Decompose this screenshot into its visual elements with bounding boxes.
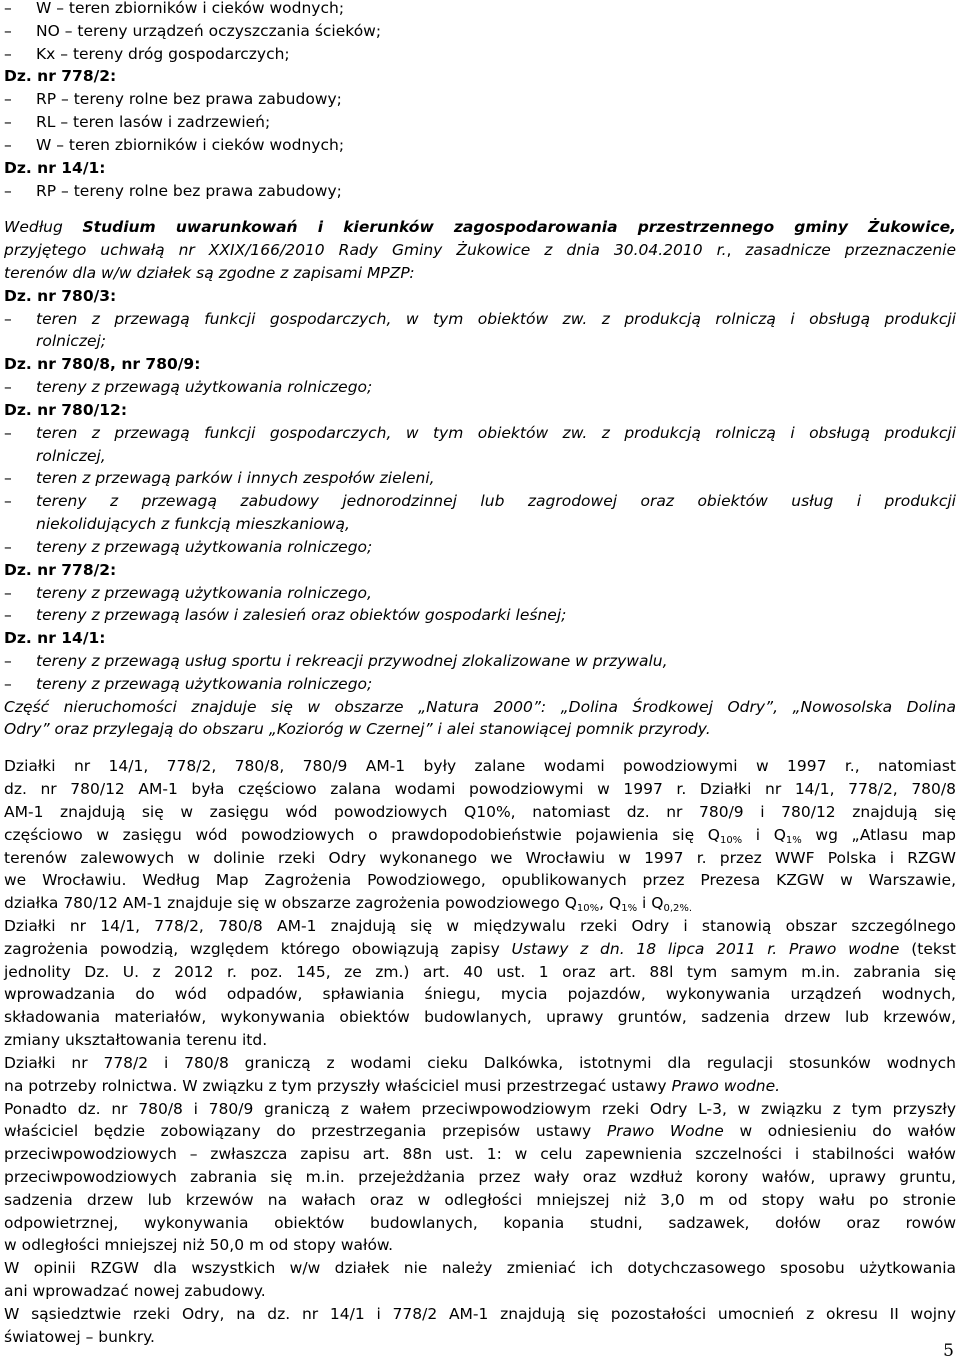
text-span: właściciel będzie zobowiązany do przestrzegania przepisów ustawy bbox=[4, 1122, 607, 1141]
dash-bullet-icon: – bbox=[4, 113, 12, 132]
bullet-item bbox=[4, 180, 956, 202]
dash-bullet-icon: – bbox=[4, 309, 12, 328]
paragraph-line: Ponadto dz. nr 780/8 i 780/9 graniczą z wałem przeciwpowodziowym rzeki Odry L-3, w związku z tym przyszły bbox=[4, 1099, 956, 1118]
dash-bullet-icon: – bbox=[4, 0, 12, 17]
subscript: 1% bbox=[621, 903, 638, 915]
bullet-item bbox=[4, 134, 956, 156]
bullet-continuation: rolniczej; bbox=[36, 332, 107, 351]
bullet-text: RP – tereny rolne bez prawa zabudowy; bbox=[36, 181, 342, 200]
bullet-text: Kx – tereny dróg gospodarczych; bbox=[36, 44, 290, 63]
text-span: częściowo w zasięgu wód powodziowych o prawdopodobieństwie pojawienia się Q bbox=[4, 825, 720, 844]
bullet-text: teren z przewagą parków i innych zespołów zieleni, bbox=[36, 469, 435, 488]
dash-bullet-icon: – bbox=[4, 674, 12, 693]
bullet-item bbox=[4, 422, 956, 444]
paragraph-line bbox=[4, 824, 956, 846]
paragraph-line: zmiany ukształtowania terenu itd. bbox=[4, 1031, 268, 1050]
paragraph-line: Działki nr 14/1, 778/2, 780/8, 780/9 AM-1 były zalane wodami powodziowymi w 1997 r., natomiast bbox=[4, 757, 956, 776]
paragraph-line: składowania materiałów, wykonywania obiektów budowlanych, uprawy gruntów, sadzenia drzew lub krzewów, bbox=[4, 1008, 956, 1027]
bullet-item bbox=[4, 536, 956, 558]
paragraph-line bbox=[4, 1075, 956, 1097]
bullet-item bbox=[4, 490, 956, 512]
bullet-item bbox=[4, 308, 956, 330]
bullet-text: teren z przewagą funkcji gospodarczych, w tym obiektów zw. z produkcją rolniczą i obsługą produkcji bbox=[36, 309, 956, 328]
dash-bullet-icon: – bbox=[4, 492, 12, 511]
parcel-heading: Dz. nr 780/12: bbox=[4, 400, 128, 419]
bullet-text: tereny z przewagą użytkowania rolniczego, bbox=[36, 583, 372, 602]
subscript: 10% bbox=[719, 834, 743, 846]
parcel-heading: Dz. nr 780/3: bbox=[4, 286, 117, 305]
text-span: Ustawy z dn. 18 lipca 2011 r. Prawo wodne bbox=[511, 939, 900, 958]
text-span: przyjętego uchwałą nr XXIX/166/2010 Rady Gminy Żukowice z dnia 30.04.2010 r. bbox=[4, 241, 727, 260]
text-span: Według bbox=[4, 218, 83, 237]
bullet-text: tereny z przewagą zabudowy jednorodzinnej lub zagrodowej oraz obiektów usług i produkcji bbox=[36, 492, 956, 511]
bullet-text: W – teren zbiorników i cieków wodnych; bbox=[36, 135, 345, 154]
bullet-continuation: niekolidujących z funkcją mieszkaniową, bbox=[36, 515, 350, 534]
text-span: w odniesieniu do wałów bbox=[723, 1122, 956, 1141]
parcel-heading: Dz. nr 778/2: bbox=[4, 67, 117, 86]
paragraph-line bbox=[4, 892, 956, 914]
paragraph-line: W opinii RZGW dla wszystkich w/w działek nie należy zmieniać ich dotychczasowego sposobu użytkowania bbox=[4, 1259, 956, 1278]
bullet-item bbox=[4, 88, 956, 110]
paragraph-line: W sąsiedztwie rzeki Odry, na dz. nr 14/1 i 778/2 AM-1 znajdują się pozostałości umocnień z okresu II wojny bbox=[4, 1304, 956, 1323]
dash-bullet-icon: – bbox=[4, 651, 12, 670]
text-span: Prawo wodne. bbox=[671, 1076, 781, 1095]
paragraph-line: światowej – bunkry. bbox=[4, 1327, 155, 1346]
dash-bullet-icon: – bbox=[4, 90, 12, 109]
paragraph-line: Odry” oraz przylegają do obszaru „Kozioróg w Czernej” i alei stanowiącej pomnik przyrody. bbox=[4, 720, 711, 739]
paragraph-line: dz. nr 780/12 AM-1 była częściowo zalana wodami powodziowymi w 1997 r. Działki nr 14/1, 778/2, 780/8 bbox=[4, 780, 956, 799]
text-span: , Q bbox=[599, 894, 622, 913]
text-span: zasadnicze przeznaczenie bbox=[745, 241, 956, 260]
paragraph-line: w odległości mniejszej niż 50,0 m od stopy wałów. bbox=[4, 1236, 394, 1255]
text-span: (tekst bbox=[899, 939, 957, 958]
bullet-item bbox=[4, 673, 956, 695]
paragraph-line: terenów zalewowych w dolinie rzeki Odry wykonanego we Wrocławiu w 1997 r. przez WWF Polska i RZGW bbox=[4, 848, 956, 867]
text-span: wg „Atlasu map bbox=[801, 825, 956, 844]
page-number: 5 bbox=[943, 1341, 954, 1361]
text-span: zagrożenia powodzią, względem którego obowiązują zapisy bbox=[4, 939, 512, 958]
parcel-heading: Dz. nr 14/1: bbox=[4, 158, 106, 177]
parcel-heading: Dz. nr 780/8, nr 780/9: bbox=[4, 355, 201, 374]
bullet-item bbox=[4, 111, 956, 133]
subscript: 10% bbox=[576, 903, 600, 915]
bullet-item bbox=[4, 650, 956, 672]
bullet-item bbox=[4, 43, 956, 65]
paragraph-line: przeciwpowodziowych zabrania się m.in. przejeżdżania przez wały oraz wzdłuż korony wałów, uprawy gruntu, bbox=[4, 1168, 956, 1186]
paragraph-line: ani wprowadzać nowej zabudowy. bbox=[4, 1282, 266, 1301]
dash-bullet-icon: – bbox=[4, 469, 12, 488]
dash-bullet-icon: – bbox=[4, 181, 12, 200]
bullet-text: RL – teren lasów i zadrzewień; bbox=[36, 113, 271, 132]
bullet-text: W – teren zbiorników i cieków wodnych; bbox=[36, 0, 345, 17]
paragraph-line: Część nieruchomości znajduje się w obszarze „Natura 2000”: „Dolina Środkowej Odry”, „Nowosolska Dolina bbox=[4, 697, 956, 716]
text-span: , bbox=[726, 241, 746, 260]
text-span: Studium uwarunkowań i kierunków zagospodarowania przestrzennego gminy Żukowice, bbox=[82, 218, 956, 237]
dash-bullet-icon: – bbox=[4, 44, 12, 63]
paragraph-line: odpowietrznej, wykonywania obiektów budowlanych, kopania studni, sadzawek, dołów oraz rowów bbox=[4, 1213, 956, 1232]
paragraph-line: terenów dla w/w działek są zgodne z zapisami MPZP: bbox=[4, 264, 415, 283]
bullet-item bbox=[4, 0, 956, 19]
paragraph-line: przeciwpowodziowych – zwłaszcza zapisu art. 88n ust. 1: w celu zapewnienia szczelności i stabilności wałów bbox=[4, 1145, 956, 1164]
bullet-text: tereny z przewagą lasów i zalesień oraz obiektów gospodarki leśnej; bbox=[36, 606, 567, 625]
text-span: i Q bbox=[637, 894, 664, 913]
paragraph-line: Działki nr 778/2 i 780/8 graniczą z wodami cieku Dalkówka, istotnymi dla regulacji stosunków wodnych bbox=[4, 1053, 956, 1072]
paragraph-line bbox=[4, 1120, 956, 1142]
text-span: i Q bbox=[742, 825, 786, 844]
subscript: 1% bbox=[785, 834, 802, 846]
text-span: na potrzeby rolnictwa. W związku z tym przyszły właściciel musi przestrzegać ustawy bbox=[4, 1076, 672, 1095]
bullet-item bbox=[4, 376, 956, 398]
bullet-item bbox=[4, 467, 956, 489]
dash-bullet-icon: – bbox=[4, 21, 12, 40]
text-span: działka 780/12 AM-1 znajduje się w obszarze zagrożenia powodziowego Q bbox=[4, 894, 577, 913]
dash-bullet-icon: – bbox=[4, 583, 12, 602]
bullet-text: RP – tereny rolne bez prawa zabudowy; bbox=[36, 90, 342, 109]
paragraph-line bbox=[4, 239, 956, 261]
bullet-text: teren z przewagą funkcji gospodarczych, w tym obiektów zw. z produkcją rolniczą i obsługą produkcji bbox=[36, 423, 956, 442]
parcel-heading: Dz. nr 778/2: bbox=[4, 560, 117, 579]
bullet-text: tereny z przewagą użytkowania rolniczego; bbox=[36, 537, 373, 556]
paragraph-line: wprowadzania do wód odpadów, spławiania śniegu, mycia pojazdów, wykonywania urządzeń wodnych, bbox=[4, 985, 956, 1004]
dash-bullet-icon: – bbox=[4, 378, 12, 397]
bullet-continuation: rolniczej, bbox=[36, 446, 106, 465]
bullet-text: NO – tereny urządzeń oczyszczania ścieków; bbox=[36, 21, 382, 40]
paragraph-line: we Wrocławiu. Według Map Zagrożenia Powodziowego, opublikowanych przez Prezesa KZGW w Warszawie, bbox=[4, 871, 956, 890]
dash-bullet-icon: – bbox=[4, 537, 12, 556]
paragraph-line bbox=[4, 216, 956, 238]
bullet-text: tereny z przewagą usług sportu i rekreacji przywodnej zlokalizowane w przywalu, bbox=[36, 651, 668, 670]
bullet-item bbox=[4, 604, 956, 626]
bullet-item bbox=[4, 582, 956, 604]
paragraph-line: jednolity Dz. U. z 2012 r. poz. 145, ze zm.) art. 40 ust. 1 oraz art. 88l tym samym m.in. zabrania się bbox=[4, 962, 956, 981]
paragraph-line: sadzenia drzew lub krzewów na wałach oraz w odległości mniejszej niż 3,0 m od stopy wału po stronie bbox=[4, 1190, 956, 1209]
dash-bullet-icon: – bbox=[4, 423, 12, 442]
text-span: Prawo Wodne bbox=[606, 1122, 724, 1141]
bullet-item bbox=[4, 20, 956, 42]
dash-bullet-icon: – bbox=[4, 606, 12, 625]
paragraph-line bbox=[4, 938, 956, 960]
parcel-heading: Dz. nr 14/1: bbox=[4, 629, 106, 648]
subscript: 0,2%. bbox=[663, 903, 693, 915]
bullet-text: tereny z przewagą użytkowania rolniczego; bbox=[36, 378, 373, 397]
paragraph-line: Działki nr 14/1, 778/2, 780/8 AM-1 znajdują się w międzywalu rzeki Odry i stanowią obszar szczególnego bbox=[4, 916, 956, 935]
paragraph-line: AM-1 znajdują się w zasięgu wód powodziowych Q10%, natomiast dz. nr 780/9 i 780/12 znajdują się bbox=[4, 802, 956, 821]
bullet-text: tereny z przewagą użytkowania rolniczego; bbox=[36, 674, 373, 693]
dash-bullet-icon: – bbox=[4, 135, 12, 154]
